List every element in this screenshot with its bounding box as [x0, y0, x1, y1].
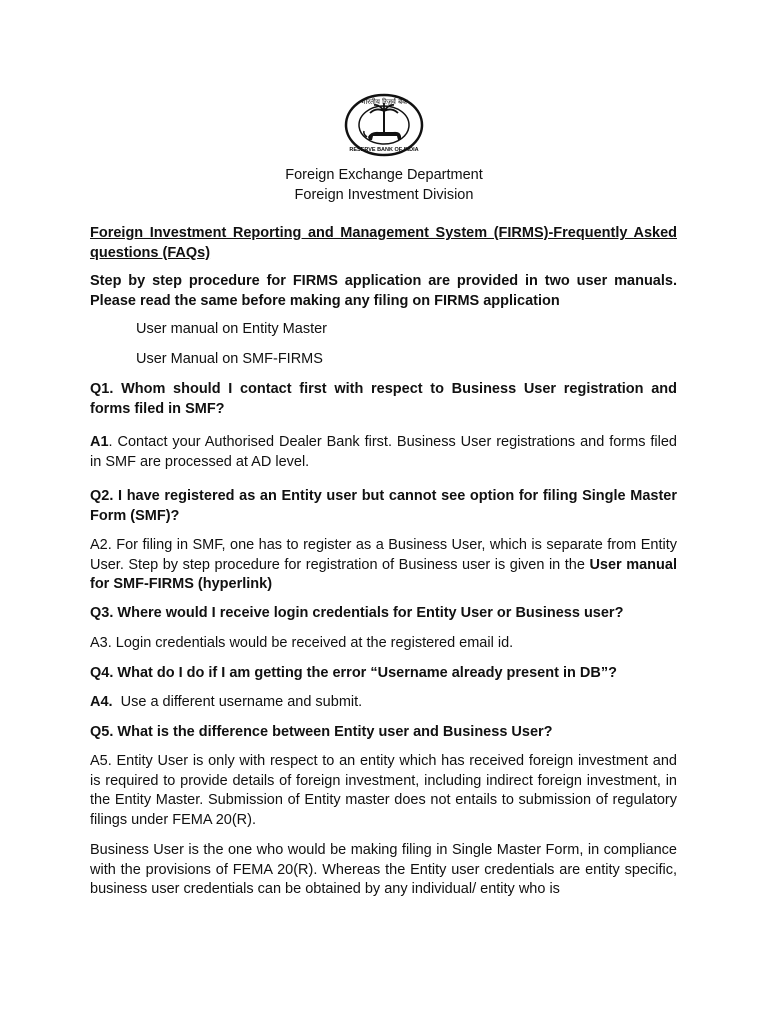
question-3: Q3. Where would I receive login credentials for Entity User or Business user?	[90, 605, 624, 621]
seal-hindi-text: भारतीय रिज़र्व बैंक	[360, 98, 408, 106]
division-name: Foreign Investment Division	[294, 187, 474, 203]
manual-link-entity-master[interactable]: User manual on Entity Master	[136, 321, 327, 337]
smf-firms-manual-link[interactable]: User manual for SMF-FIRMS (hyperlink)	[90, 556, 677, 592]
answer-5-continued: Business User is the one who would be making filing in Single Master Form, in compliance with the provisions of FEMA 20(R). Whereas the Entity user credentials are entity specific, business user credentials can be obtained by any individual/ entity who is	[90, 842, 677, 897]
document-title: Foreign Investment Reporting and Management System (FIRMS)-Frequently Asked questions (FAQs)	[90, 225, 677, 261]
intro-text: Step by step procedure for FIRMS application are provided in two user manuals. Please read the same before making any filing on FIRMS application	[90, 273, 677, 309]
question-4: Q4. What do I do if I am getting the error “Username already present in DB”?	[90, 665, 617, 681]
department-name: Foreign Exchange Department	[285, 167, 483, 183]
answer-1-text: . Contact your Authorised Dealer Bank first. Business User registrations and forms filed in SMF are processed at AD level.	[90, 434, 677, 470]
answer-1	[90, 433, 677, 472]
rbi-seal-icon	[343, 93, 425, 157]
answer-4-text: Use a different username and submit.	[120, 694, 363, 710]
answer-4	[90, 693, 677, 713]
question-5: Q5. What is the difference between Entity user and Business User?	[90, 724, 553, 740]
seal-english-text: RESERVE BANK OF INDIA	[349, 147, 419, 153]
answer-2	[90, 536, 677, 595]
answer-5: A5. Entity User is only with respect to an entity which has received foreign investment and is required to provide details of foreign investment, including indirect foreign investment, in the Entity Master. Submission of Entity master does not entails to submission of regulatory filings under FEMA 20(R).	[90, 753, 677, 828]
answer-4-label: A4.	[90, 694, 113, 710]
answer-1-label: A1	[90, 434, 109, 450]
answer-2-text: A2. For filing in SMF, one has to register as a Business User, which is separate from Entity User. Step by step procedure for registration of Business user is given in the	[90, 537, 677, 573]
manual-link-smf-firms[interactable]: User Manual on SMF-FIRMS	[136, 351, 323, 367]
question-2: Q2. I have registered as an Entity user but cannot see option for filing Single Master Form (SMF)?	[90, 488, 677, 524]
answer-3: A3. Login credentials would be received at the registered email id.	[90, 635, 514, 651]
question-1: Q1. Whom should I contact first with respect to Business User registration and forms filed in SMF?	[90, 381, 677, 417]
